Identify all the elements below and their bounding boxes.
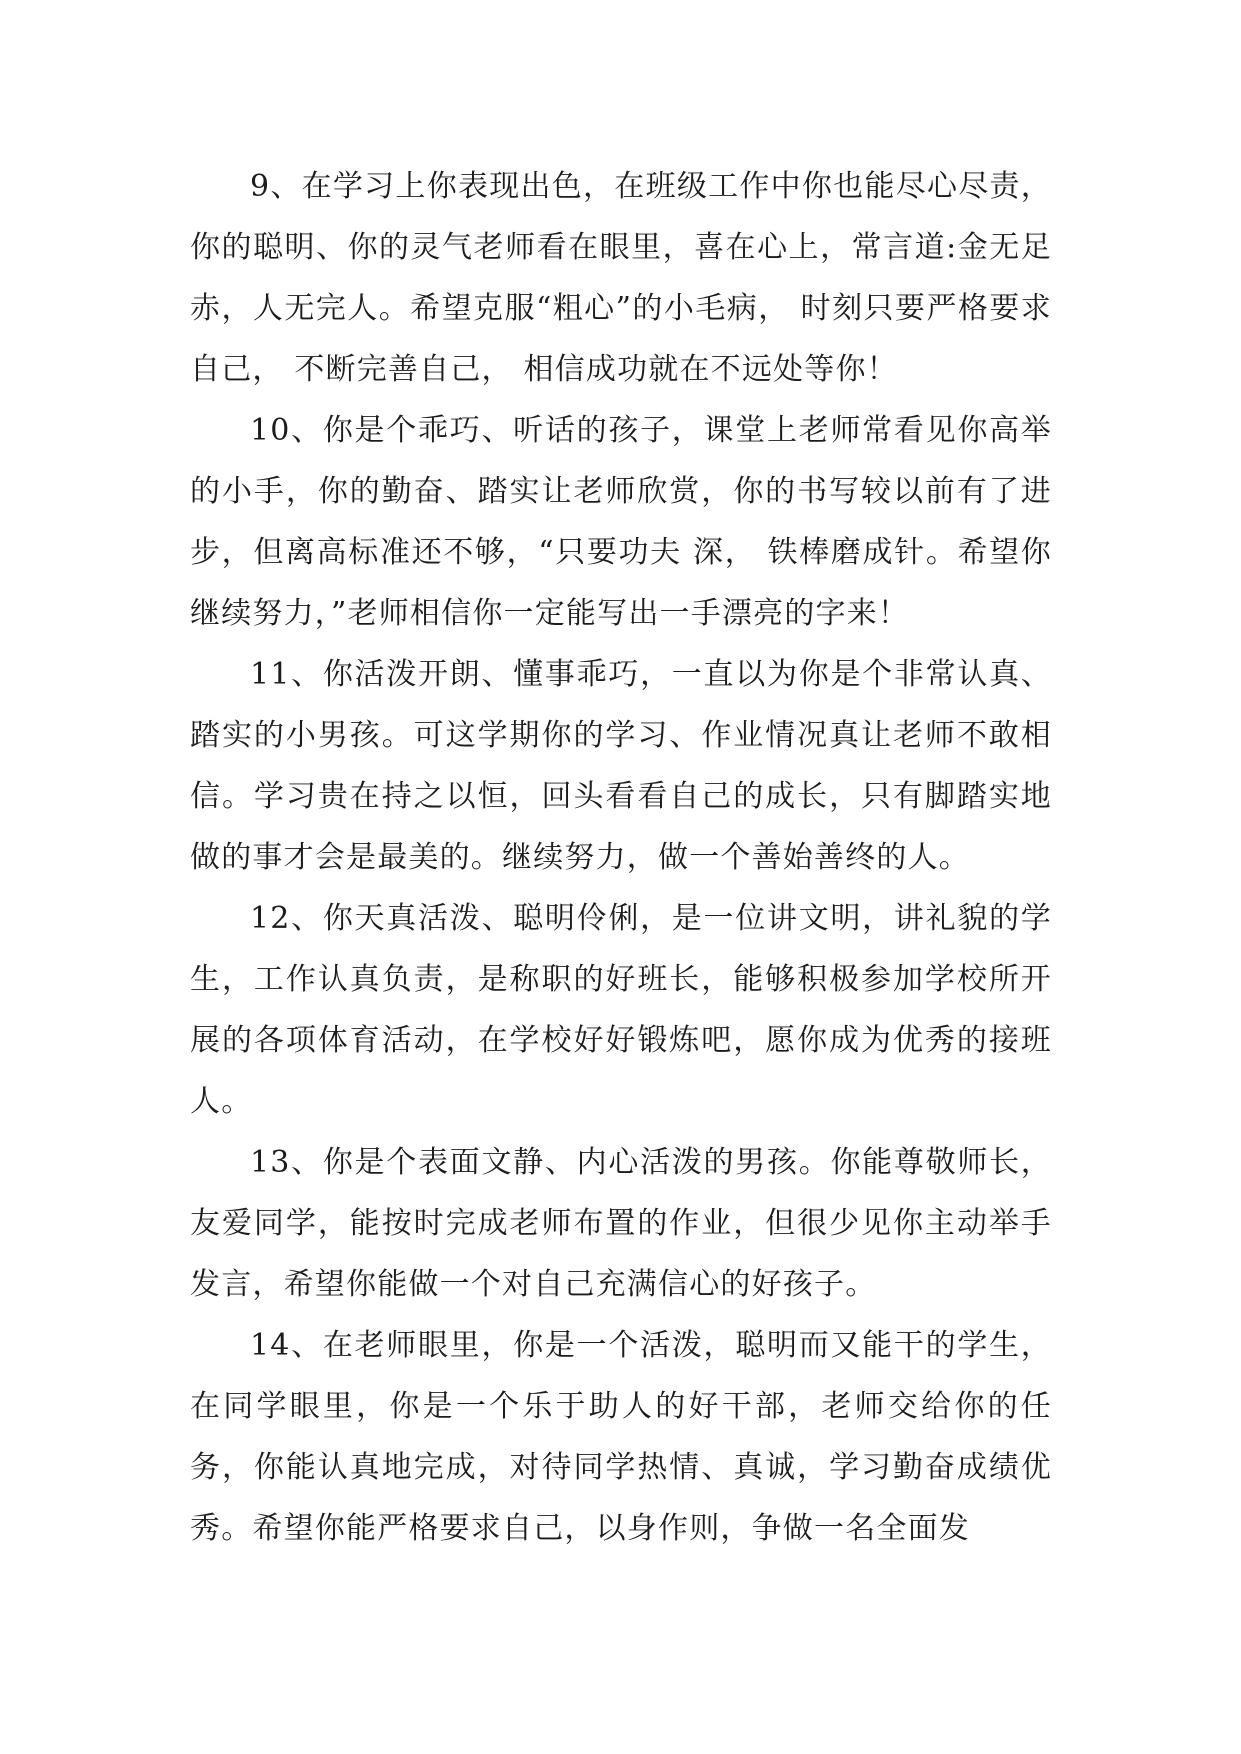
comment-paragraph-11: 11、你活泼开朗、懂事乖巧，一直以为你是个非常认真、踏实的小男孩。可这学期你的学习、作业情况真让老师不敢相信。学习贵在持之以恒，回头看看自己的成长，只有脚踏实地做的事才会是最美的。继续努力，做一个善始善终的人。 [190, 657, 1052, 875]
comment-paragraph-10: 10、你是个乖巧、听话的孩子，课堂上老师常看见你高举的小手，你的勤奋、踏实让老师欣赏，你的书写较以前有了进步，但离高标准还不够，“只要功夫 深， 铁棒磨成针。希望你继续努力，”老师相信你一定能写出一手漂亮的字来！ [190, 413, 1052, 631]
comment-paragraph-13: 13、你是个表面文静、内心活泼的男孩。你能尊敬师长，友爱同学，能按时完成老师布置的作业，但很少见你主动举手发言，希望你能做一个对自己充满信心的好孩子。 [190, 1145, 1052, 1302]
document-body [190, 156, 1052, 1559]
comment-paragraph-9: 9、在学习上你表现出色，在班级工作中你也能尽心尽责，你的聪明、你的灵气老师看在眼里，喜在心上，常言道:金无足赤，人无完人。希望克服“粗心”的小毛病， 时刻只要严格要求自己， 不断完善自己， 相信成功就在不远处等你！ [190, 169, 1052, 387]
comment-paragraph-14: 14、在老师眼里，你是一个活泼，聪明而又能干的学生，在同学眼里，你是一个乐于助人的好干部，老师交给你的任务，你能认真地完成，对待同学热情、真诚，学习勤奋成绩优秀。希望你能严格要求自己，以身作则，争做一名全面发 [190, 1328, 1052, 1546]
comment-paragraph-12: 12、你天真活泼、聪明伶俐，是一位讲文明，讲礼貌的学生，工作认真负责，是称职的好班长，能够积极参加学校所开展的各项体育活动，在学校好好锻炼吧，愿你成为优秀的接班人。 [190, 901, 1052, 1119]
